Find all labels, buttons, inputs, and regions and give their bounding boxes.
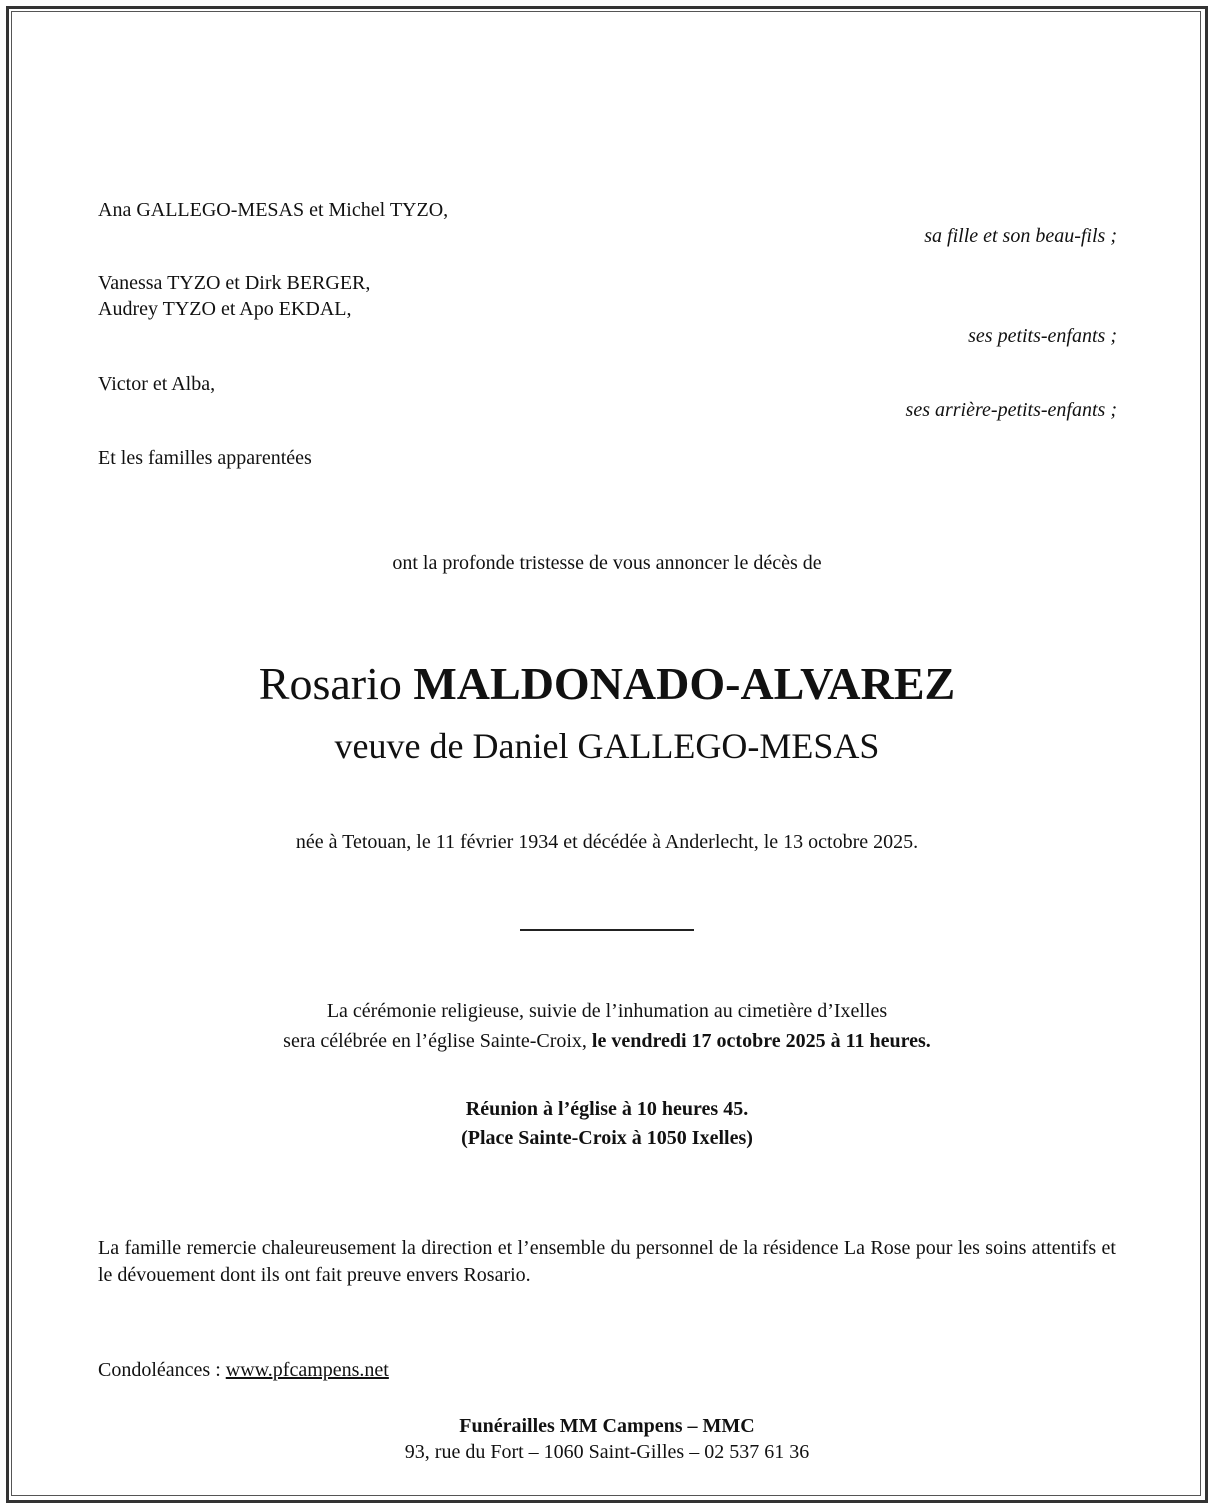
deceased-name <box>0 657 1214 711</box>
ceremony-line-1: La cérémonie religieuse, suivie de l’inhumation au cimetière d’Ixelles <box>326 1000 888 1022</box>
ceremony-date-time: le vendredi 17 octobre 2025 à 11 heures. <box>591 1030 931 1052</box>
grandchildren-line-2: Audrey TYZO et Apo EKDAL, <box>98 298 352 320</box>
funeral-home-address: 93, rue du Fort – 1060 Saint-Gilles – 02 537 61 36 <box>404 1441 810 1463</box>
church-address: (Place Sainte-Croix à 1050 Ixelles) <box>461 1127 753 1149</box>
relatives-line: Et les familles apparentées <box>98 447 312 469</box>
widow-of-line: veuve de Daniel GALLEGO-MESAS <box>334 726 880 766</box>
great-grandchildren-relation: ses arrière-petits-enfants ; <box>905 399 1117 421</box>
grandchildren-relation: ses petits-enfants ; <box>968 325 1117 347</box>
daughter-names: Ana GALLEGO-MESAS et Michel TYZO, <box>98 199 449 221</box>
separator-line <box>520 929 694 931</box>
great-grandchildren-names: Victor et Alba, <box>98 373 216 395</box>
deceased-first-name: Rosario <box>258 658 402 709</box>
deceased-last-name: MALDONADO-ALVAREZ <box>413 658 956 709</box>
funeral-home-name: Funérailles MM Campens – MMC <box>459 1415 755 1437</box>
thanks-paragraph: La famille remercie chaleureusement la direction et l’ensemble du personnel de la résidence La Rose pour les soins attentifs et le dévouement dont ils ont fait preuve envers Rosario. <box>98 1237 1116 1286</box>
grandchildren-line-1: Vanessa TYZO et Dirk BERGER, <box>98 272 371 294</box>
condolences-line <box>98 1357 389 1383</box>
condolences-label: Condoléances : <box>98 1359 221 1381</box>
announcement-line: ont la profonde tristesse de vous annoncer le décès de <box>392 552 822 574</box>
church-meeting: Réunion à l’église à 10 heures 45. <box>465 1098 749 1120</box>
birth-death-dates: née à Tetouan, le 11 février 1934 et décédée à Anderlecht, le 13 octobre 2025. <box>295 831 919 853</box>
ceremony-line-2-prefix: sera célébrée en l’église Sainte-Croix, <box>283 1030 587 1052</box>
ceremony-line-2 <box>0 1028 1214 1054</box>
condolences-link[interactable]: www.pfcampens.net <box>225 1359 389 1381</box>
daughter-relation: sa fille et son beau-fils ; <box>924 225 1117 247</box>
